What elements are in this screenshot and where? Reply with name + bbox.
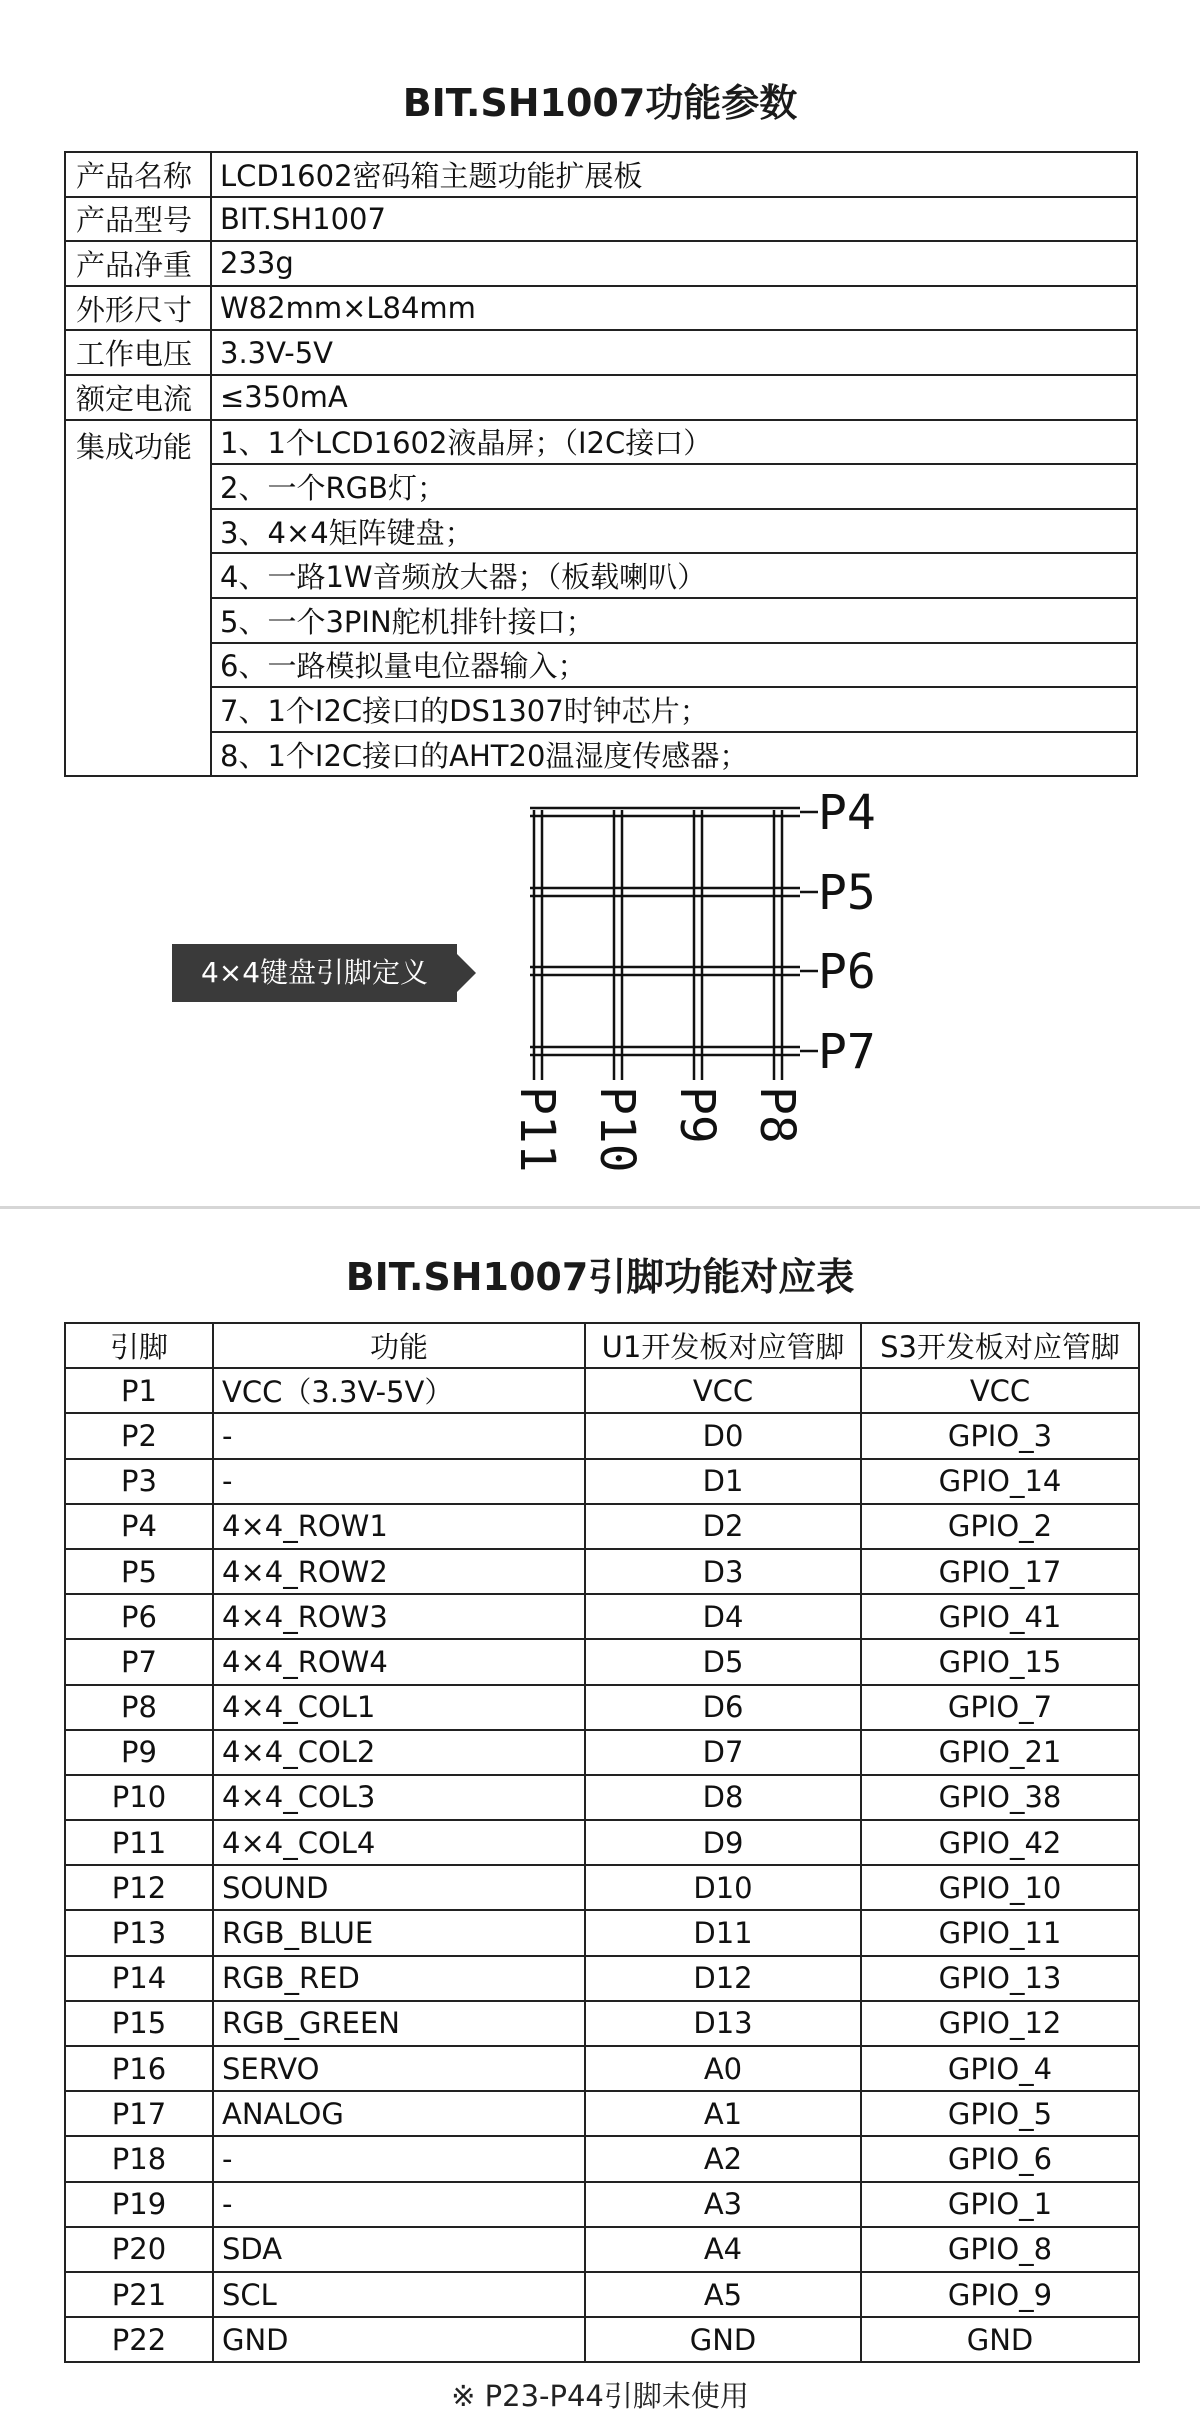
pin-id-cell: P2 xyxy=(65,1413,213,1458)
feature-row xyxy=(65,643,1137,688)
s3-pin-cell: GPIO_1 xyxy=(861,2182,1139,2227)
pin-function-cell: SOUND xyxy=(213,1865,585,1910)
s3-pin-cell: GPIO_4 xyxy=(861,2046,1139,2091)
keypad-col-pin-label: P11 xyxy=(509,1086,565,1173)
spec-title: BIT.SH1007功能参数 xyxy=(402,81,798,125)
pin-row xyxy=(65,2227,1139,2272)
pin-id-cell: P17 xyxy=(65,2091,213,2136)
s3-pin-cell: GPIO_21 xyxy=(861,1730,1139,1775)
pin-function-cell: - xyxy=(213,2136,585,2181)
spec-value: 3.3V-5V xyxy=(211,330,1137,375)
pin-table-header xyxy=(65,1323,1139,1368)
keypad-row-pin-label: P7 xyxy=(818,1024,876,1080)
pin-function-cell: RGB_BLUE xyxy=(213,1910,585,1955)
section-divider xyxy=(0,1206,1200,1209)
pin-function-cell: SCL xyxy=(213,2272,585,2317)
u1-pin-cell: D13 xyxy=(585,2001,861,2046)
spec-label: 额定电流 xyxy=(65,375,211,420)
u1-pin-cell: D3 xyxy=(585,1549,861,1594)
pin-function-cell: 4×4_ROW4 xyxy=(213,1639,585,1684)
spec-label: 工作电压 xyxy=(65,330,211,375)
spec-label: 产品净重 xyxy=(65,241,211,286)
pin-id-cell: P12 xyxy=(65,1865,213,1910)
u1-pin-cell: D5 xyxy=(585,1639,861,1684)
pin-row xyxy=(65,1956,1139,2001)
pin-function-cell: 4×4_ROW3 xyxy=(213,1594,585,1639)
pin-row xyxy=(65,1685,1139,1730)
spec-value: LCD1602密码箱主题功能扩展板 xyxy=(211,152,1137,197)
u1-pin-cell: D11 xyxy=(585,1910,861,1955)
pin-id-cell: P19 xyxy=(65,2182,213,2227)
s3-pin-cell: GPIO_11 xyxy=(861,1910,1139,1955)
pin-id-cell: P10 xyxy=(65,1775,213,1820)
u1-pin-cell: A4 xyxy=(585,2227,861,2272)
pin-row xyxy=(65,2272,1139,2317)
feature-item: 5、一个3PIN舵机排针接口； xyxy=(211,598,1137,643)
tag-arrow-icon xyxy=(457,954,476,992)
keypad-row-pin-label: P4 xyxy=(818,785,876,841)
pin-table-header-cell: 引脚 xyxy=(65,1323,213,1368)
u1-pin-cell: A0 xyxy=(585,2046,861,2091)
s3-pin-cell: GPIO_41 xyxy=(861,1594,1139,1639)
pin-function-cell: RGB_GREEN xyxy=(213,2001,585,2046)
spec-row xyxy=(65,152,1137,197)
pin-id-cell: P8 xyxy=(65,1685,213,1730)
pin-function-cell: SDA xyxy=(213,2227,585,2272)
pin-function-cell: - xyxy=(213,2182,585,2227)
pin-function-cell: 4×4_COL1 xyxy=(213,1685,585,1730)
pin-id-cell: P14 xyxy=(65,1956,213,2001)
s3-pin-cell: GPIO_42 xyxy=(861,1820,1139,1865)
u1-pin-cell: D10 xyxy=(585,1865,861,1910)
pin-row xyxy=(65,2136,1139,2181)
s3-pin-cell: GPIO_2 xyxy=(861,1504,1139,1549)
pin-id-cell: P21 xyxy=(65,2272,213,2317)
spec-row xyxy=(65,286,1137,331)
u1-pin-cell: A3 xyxy=(585,2182,861,2227)
footnote: ※ P23-P44引脚未使用 xyxy=(451,2379,749,2413)
pin-row xyxy=(65,2046,1139,2091)
keypad-pin-labels xyxy=(509,785,876,1173)
feature-row xyxy=(65,598,1137,643)
pin-row xyxy=(65,2182,1139,2227)
keypad-definition-tag: 4×4键盘引脚定义 xyxy=(172,944,457,1002)
pin-id-cell: P16 xyxy=(65,2046,213,2091)
spec-table xyxy=(64,151,1138,777)
u1-pin-cell: D1 xyxy=(585,1459,861,1504)
pin-id-cell: P9 xyxy=(65,1730,213,1775)
pin-function-cell: SERVO xyxy=(213,2046,585,2091)
pin-function-cell: GND xyxy=(213,2317,585,2362)
feature-row xyxy=(65,509,1137,554)
feature-row xyxy=(65,732,1137,777)
s3-pin-cell: GPIO_8 xyxy=(861,2227,1139,2272)
u1-pin-cell: D2 xyxy=(585,1504,861,1549)
spec-row xyxy=(65,241,1137,286)
pin-row xyxy=(65,2091,1139,2136)
pin-row xyxy=(65,1594,1139,1639)
feature-row xyxy=(65,464,1137,509)
spec-value: 233g xyxy=(211,241,1137,286)
pin-id-cell: P20 xyxy=(65,2227,213,2272)
pin-id-cell: P6 xyxy=(65,1594,213,1639)
feature-item: 7、1个I2C接口的DS1307时钟芯片； xyxy=(211,687,1137,732)
u1-pin-cell: A1 xyxy=(585,2091,861,2136)
pin-table-title: BIT.SH1007引脚功能对应表 xyxy=(345,1255,855,1299)
pin-row xyxy=(65,1413,1139,1458)
pin-id-cell: P11 xyxy=(65,1820,213,1865)
pin-function-cell: 4×4_COL4 xyxy=(213,1820,585,1865)
pin-id-cell: P5 xyxy=(65,1549,213,1594)
spec-value: W82mm×L84mm xyxy=(211,286,1137,331)
feature-row xyxy=(65,687,1137,732)
s3-pin-cell: GPIO_7 xyxy=(861,1685,1139,1730)
spec-value: ≤350mA xyxy=(211,375,1137,420)
spec-label: 产品名称 xyxy=(65,152,211,197)
spec-value: BIT.SH1007 xyxy=(211,197,1137,242)
u1-pin-cell: D9 xyxy=(585,1820,861,1865)
keypad-grid xyxy=(530,808,818,1080)
s3-pin-cell: GPIO_5 xyxy=(861,2091,1139,2136)
pin-table-header-cell: U1开发板对应管脚 xyxy=(585,1323,861,1368)
feature-row xyxy=(65,420,1137,465)
u1-pin-cell: D7 xyxy=(585,1730,861,1775)
feature-item: 1、1个LCD1602液晶屏；（I2C接口） xyxy=(211,420,1137,465)
pin-row xyxy=(65,2317,1139,2362)
pin-id-cell: P7 xyxy=(65,1639,213,1684)
s3-pin-cell: GPIO_14 xyxy=(861,1459,1139,1504)
pin-id-cell: P22 xyxy=(65,2317,213,2362)
s3-pin-cell: GPIO_38 xyxy=(861,1775,1139,1820)
keypad-row-pin-label: P5 xyxy=(818,865,876,921)
spec-label: 产品型号 xyxy=(65,197,211,242)
pin-table xyxy=(64,1322,1140,2363)
s3-pin-cell: GPIO_12 xyxy=(861,2001,1139,2046)
u1-pin-cell: D6 xyxy=(585,1685,861,1730)
pin-id-cell: P4 xyxy=(65,1504,213,1549)
pin-id-cell: P1 xyxy=(65,1368,213,1413)
s3-pin-cell: GND xyxy=(861,2317,1139,2362)
features-label: 集成功能 xyxy=(65,420,211,777)
feature-item: 8、1个I2C接口的AHT20温湿度传感器； xyxy=(211,732,1137,777)
pin-function-cell: ANALOG xyxy=(213,2091,585,2136)
keypad-diagram xyxy=(500,780,876,1190)
pin-row xyxy=(65,1368,1139,1413)
keypad-row-pin-label: P6 xyxy=(818,944,876,1000)
keypad-col-pin-label: P10 xyxy=(589,1086,645,1173)
pin-row xyxy=(65,1504,1139,1549)
s3-pin-cell: GPIO_17 xyxy=(861,1549,1139,1594)
pin-row xyxy=(65,1549,1139,1594)
pin-row xyxy=(65,1639,1139,1684)
pin-function-cell: 4×4_COL3 xyxy=(213,1775,585,1820)
pin-function-cell: RGB_RED xyxy=(213,1956,585,2001)
feature-item: 6、一路模拟量电位器输入； xyxy=(211,643,1137,688)
pin-id-cell: P18 xyxy=(65,2136,213,2181)
feature-item: 4、一路1W音频放大器；（板载喇叭） xyxy=(211,553,1137,598)
pin-function-cell: - xyxy=(213,1459,585,1504)
pin-row xyxy=(65,1865,1139,1910)
u1-pin-cell: D12 xyxy=(585,1956,861,2001)
s3-pin-cell: GPIO_9 xyxy=(861,2272,1139,2317)
feature-item: 3、4×4矩阵键盘； xyxy=(211,509,1137,554)
feature-row xyxy=(65,553,1137,598)
u1-pin-cell: D8 xyxy=(585,1775,861,1820)
u1-pin-cell: VCC xyxy=(585,1368,861,1413)
pin-id-cell: P3 xyxy=(65,1459,213,1504)
u1-pin-cell: A2 xyxy=(585,2136,861,2181)
pin-row xyxy=(65,1775,1139,1820)
s3-pin-cell: GPIO_13 xyxy=(861,1956,1139,2001)
pin-id-cell: P13 xyxy=(65,1910,213,1955)
spec-row xyxy=(65,375,1137,420)
pin-table-header-cell: 功能 xyxy=(213,1323,585,1368)
s3-pin-cell: GPIO_10 xyxy=(861,1865,1139,1910)
pin-row xyxy=(65,1730,1139,1775)
u1-pin-cell: D4 xyxy=(585,1594,861,1639)
s3-pin-cell: GPIO_15 xyxy=(861,1639,1139,1684)
pin-row xyxy=(65,1459,1139,1504)
u1-pin-cell: A5 xyxy=(585,2272,861,2317)
spec-row xyxy=(65,197,1137,242)
pin-id-cell: P15 xyxy=(65,2001,213,2046)
pin-function-cell: VCC（3.3V-5V） xyxy=(213,1368,585,1413)
pin-function-cell: 4×4_ROW2 xyxy=(213,1549,585,1594)
pin-row xyxy=(65,1910,1139,1955)
pin-row xyxy=(65,1820,1139,1865)
pin-function-cell: 4×4_ROW1 xyxy=(213,1504,585,1549)
keypad-col-pin-label: P9 xyxy=(669,1086,725,1144)
pin-function-cell: - xyxy=(213,1413,585,1458)
spec-row xyxy=(65,330,1137,375)
u1-pin-cell: D0 xyxy=(585,1413,861,1458)
spec-label: 外形尺寸 xyxy=(65,286,211,331)
feature-item: 2、一个RGB灯； xyxy=(211,464,1137,509)
s3-pin-cell: GPIO_6 xyxy=(861,2136,1139,2181)
s3-pin-cell: GPIO_3 xyxy=(861,1413,1139,1458)
s3-pin-cell: VCC xyxy=(861,1368,1139,1413)
keypad-col-pin-label: P8 xyxy=(749,1086,805,1144)
pin-table-header-cell: S3开发板对应管脚 xyxy=(861,1323,1139,1368)
pin-function-cell: 4×4_COL2 xyxy=(213,1730,585,1775)
pin-row xyxy=(65,2001,1139,2046)
u1-pin-cell: GND xyxy=(585,2317,861,2362)
